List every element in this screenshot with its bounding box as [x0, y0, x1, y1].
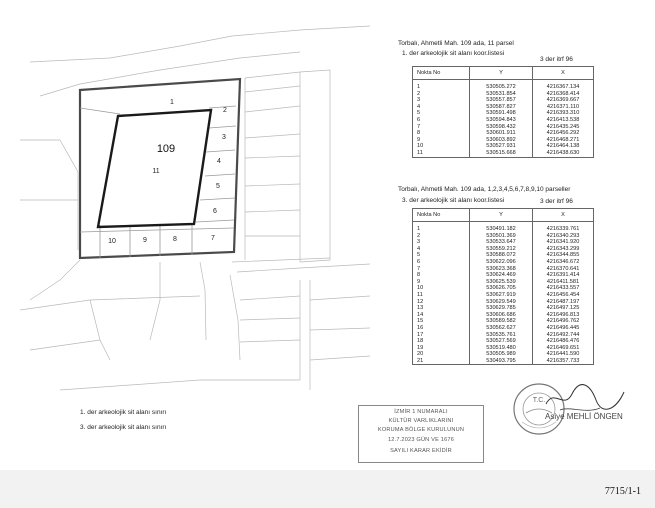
nokta-cell: 2: [413, 91, 470, 98]
x-cell: 4216492.744: [533, 332, 594, 339]
table-row: [413, 124, 594, 131]
table1-datum: 3 der itrf 96: [540, 56, 573, 63]
nokta-cell: 6: [413, 259, 470, 266]
y-cell: 530627.919: [470, 292, 533, 299]
nokta-cell: 9: [413, 137, 470, 144]
svg-text:T.C.: T.C.: [532, 397, 546, 404]
nokta-cell: 6: [413, 117, 470, 124]
nokta-cell: 4: [413, 104, 470, 111]
table-header-row: [413, 209, 594, 222]
nokta-cell: 8: [413, 130, 470, 137]
table-row: [413, 345, 594, 352]
y-cell: 530622.096: [470, 259, 533, 266]
nokta-cell: 15: [413, 318, 470, 325]
y-cell: 530491.182: [470, 222, 533, 233]
x-cell: 4216341.920: [533, 239, 594, 246]
table-row: [413, 279, 594, 286]
nokta-cell: 5: [413, 110, 470, 117]
ada-number: 109: [156, 143, 176, 155]
table-row: [413, 325, 594, 332]
table-row: [413, 318, 594, 325]
y-cell: 530505.272: [470, 80, 533, 91]
x-cell: 4216464.138: [533, 143, 594, 150]
table-row: [413, 272, 594, 279]
nokta-cell: 9: [413, 279, 470, 286]
parcel-label-6: 6: [213, 208, 217, 215]
nokta-cell: 7: [413, 124, 470, 131]
x-cell: 4216339.761: [533, 222, 594, 233]
nokta-cell: 13: [413, 305, 470, 312]
page-footer-band: [0, 470, 655, 508]
table-row: [413, 143, 594, 150]
table-row: [413, 91, 594, 98]
nokta-cell: 21: [413, 358, 470, 365]
x-cell: 4216468.271: [533, 137, 594, 144]
legend-label-first-degree: 1. der arkeolojik sit alanı sınırı: [80, 409, 167, 416]
stamp-line-2: KÜLTÜR VARLIKLARINI: [388, 418, 454, 424]
y-cell: 530589.582: [470, 318, 533, 325]
y-cell: 530626.705: [470, 285, 533, 292]
x-cell: 4216393.310: [533, 110, 594, 117]
x-cell: 4216413.538: [533, 117, 594, 124]
x-cell: 4216497.125: [533, 305, 594, 312]
y-cell: 530527.569: [470, 338, 533, 345]
table-row: [413, 130, 594, 137]
y-cell: 530531.854: [470, 91, 533, 98]
column-header-x: X: [533, 67, 594, 80]
nokta-cell: 3: [413, 97, 470, 104]
y-cell: 530623.368: [470, 266, 533, 273]
y-cell: 530562.627: [470, 325, 533, 332]
y-cell: 530519.480: [470, 345, 533, 352]
table-row: [413, 266, 594, 273]
table1-title: Torbalı, Ahmetli Mah. 109 ada, 11 parsel: [398, 40, 514, 47]
nokta-cell: 17: [413, 332, 470, 339]
table2-subtitle: 3. der arkeolojik sit alanı koor.listesi: [402, 197, 505, 204]
y-cell: 530606.686: [470, 312, 533, 319]
nokta-cell: 16: [413, 325, 470, 332]
parcel-label-4: 4: [217, 158, 221, 165]
board-decision-stamp: [358, 405, 484, 463]
nokta-cell: 8: [413, 272, 470, 279]
table-row: [413, 358, 594, 365]
table-row: [413, 299, 594, 306]
x-cell: 4216371.110: [533, 104, 594, 111]
table-row: [413, 332, 594, 339]
y-cell: 530559.212: [470, 246, 533, 253]
stamp-line-4: 12.7.2023 GÜN VE 1676: [387, 437, 455, 443]
x-cell: 4216486.476: [533, 338, 594, 345]
x-cell: 4216370.641: [533, 266, 594, 273]
x-cell: 4216391.414: [533, 272, 594, 279]
table2-title: Torbalı, Ahmetli Mah. 109 ada, 1,2,3,4,5,6,7,8,9,10 parseller: [398, 186, 571, 193]
parcel-label-7: 7: [211, 235, 215, 242]
table-row: [413, 233, 594, 240]
nokta-cell: 20: [413, 351, 470, 358]
surrounding-parcels: [20, 26, 370, 390]
y-cell: 530625.539: [470, 279, 533, 286]
y-cell: 530587.827: [470, 104, 533, 111]
table-row: [413, 246, 594, 253]
table-row: [413, 104, 594, 111]
x-cell: 4216435.245: [533, 124, 594, 131]
column-header-y: Y: [470, 67, 533, 80]
table1-subtitle: 1. der arkeolojik sit alanı koor.listesi: [402, 50, 505, 57]
x-cell: 4216411.581: [533, 279, 594, 286]
y-cell: 530527.931: [470, 143, 533, 150]
table-row: [413, 222, 594, 233]
coordinate-table-2: [412, 208, 594, 365]
x-cell: 4216357.733: [533, 358, 594, 365]
x-cell: 4216438.630: [533, 150, 594, 157]
parcel-label-2: 2: [223, 107, 227, 114]
table-row: [413, 117, 594, 124]
x-cell: 4216346.672: [533, 259, 594, 266]
column-header-nokta: Nokta No: [413, 67, 470, 80]
nokta-cell: 12: [413, 299, 470, 306]
table-row: [413, 312, 594, 319]
coordinate-table-1: [412, 66, 594, 158]
parcel-label-9: 9: [143, 237, 147, 244]
column-header-x: X: [533, 209, 594, 222]
table-row: [413, 110, 594, 117]
page-number: 7715/1-1: [604, 486, 641, 497]
table-row: [413, 285, 594, 292]
table2-datum: 3 der itrf 96: [540, 198, 573, 205]
x-cell: 4216469.651: [533, 345, 594, 352]
x-cell: 4216368.414: [533, 91, 594, 98]
x-cell: 4216496.813: [533, 312, 594, 319]
table-row: [413, 252, 594, 259]
y-cell: 530624.469: [470, 272, 533, 279]
nokta-cell: 2: [413, 233, 470, 240]
nokta-cell: 18: [413, 338, 470, 345]
x-cell: 4216340.293: [533, 233, 594, 240]
y-cell: 530588.072: [470, 252, 533, 259]
parcel-label-3: 3: [222, 134, 226, 141]
table-row: [413, 259, 594, 266]
y-cell: 530591.498: [470, 110, 533, 117]
x-cell: 4216456.454: [533, 292, 594, 299]
nokta-cell: 1: [413, 80, 470, 91]
column-header-nokta: Nokta No: [413, 209, 470, 222]
table-row: [413, 150, 594, 157]
table-row: [413, 338, 594, 345]
x-cell: 4216343.299: [533, 246, 594, 253]
y-cell: 530515.668: [470, 150, 533, 157]
stamp-line-1: İZMİR 1 NUMARALI: [394, 409, 448, 415]
y-cell: 530505.989: [470, 351, 533, 358]
parcel-label-10: 10: [108, 238, 116, 245]
parcel-label-1: 1: [170, 99, 174, 106]
x-cell: 4216369.667: [533, 97, 594, 104]
nokta-cell: 10: [413, 143, 470, 150]
table-header-row: [413, 67, 594, 80]
table-row: [413, 97, 594, 104]
nokta-cell: 7: [413, 266, 470, 273]
x-cell: 4216441.590: [533, 351, 594, 358]
parcel-label-5: 5: [216, 183, 220, 190]
x-cell: 4216496.762: [533, 318, 594, 325]
nokta-cell: 5: [413, 252, 470, 259]
nokta-cell: 19: [413, 345, 470, 352]
y-cell: 530493.795: [470, 358, 533, 365]
nokta-cell: 3: [413, 239, 470, 246]
y-cell: 530557.857: [470, 97, 533, 104]
x-cell: 4216367.134: [533, 80, 594, 91]
table-row: [413, 305, 594, 312]
y-cell: 530601.911: [470, 130, 533, 137]
nokta-cell: 4: [413, 246, 470, 253]
table-row: [413, 239, 594, 246]
stamp-line-3: KORUMA BÖLGE KURULUNUN: [377, 427, 465, 433]
x-cell: 4216496.445: [533, 325, 594, 332]
nokta-cell: 11: [413, 292, 470, 299]
x-cell: 4216487.197: [533, 299, 594, 306]
parcel-label-8: 8: [173, 236, 177, 243]
x-cell: 4216456.292: [533, 130, 594, 137]
y-cell: 530598.432: [470, 124, 533, 131]
stamp-line-5: SAYILI KARAR EKİDİR: [390, 448, 452, 454]
cadastral-map: [0, 0, 370, 400]
nokta-cell: 1: [413, 222, 470, 233]
nokta-cell: 11: [413, 150, 470, 157]
table-row: [413, 292, 594, 299]
table-row: [413, 80, 594, 91]
y-cell: 530535.761: [470, 332, 533, 339]
y-cell: 530603.892: [470, 137, 533, 144]
legend-label-third-degree: 3. der arkeolojik sit alanı sınırı: [80, 424, 167, 431]
nokta-cell: 10: [413, 285, 470, 292]
x-cell: 4216344.855: [533, 252, 594, 259]
x-cell: 4216433.557: [533, 285, 594, 292]
nokta-cell: 14: [413, 312, 470, 319]
table-row: [413, 351, 594, 358]
signatory-name: Asiye MEHLİ ÖNGEN: [545, 412, 623, 421]
y-cell: 530533.647: [470, 239, 533, 246]
table-row: [413, 137, 594, 144]
y-cell: 530501.369: [470, 233, 533, 240]
y-cell: 530594.843: [470, 117, 533, 124]
parcel-label-11: 11: [152, 168, 160, 175]
y-cell: 530629.785: [470, 305, 533, 312]
y-cell: 530629.549: [470, 299, 533, 306]
column-header-y: Y: [470, 209, 533, 222]
